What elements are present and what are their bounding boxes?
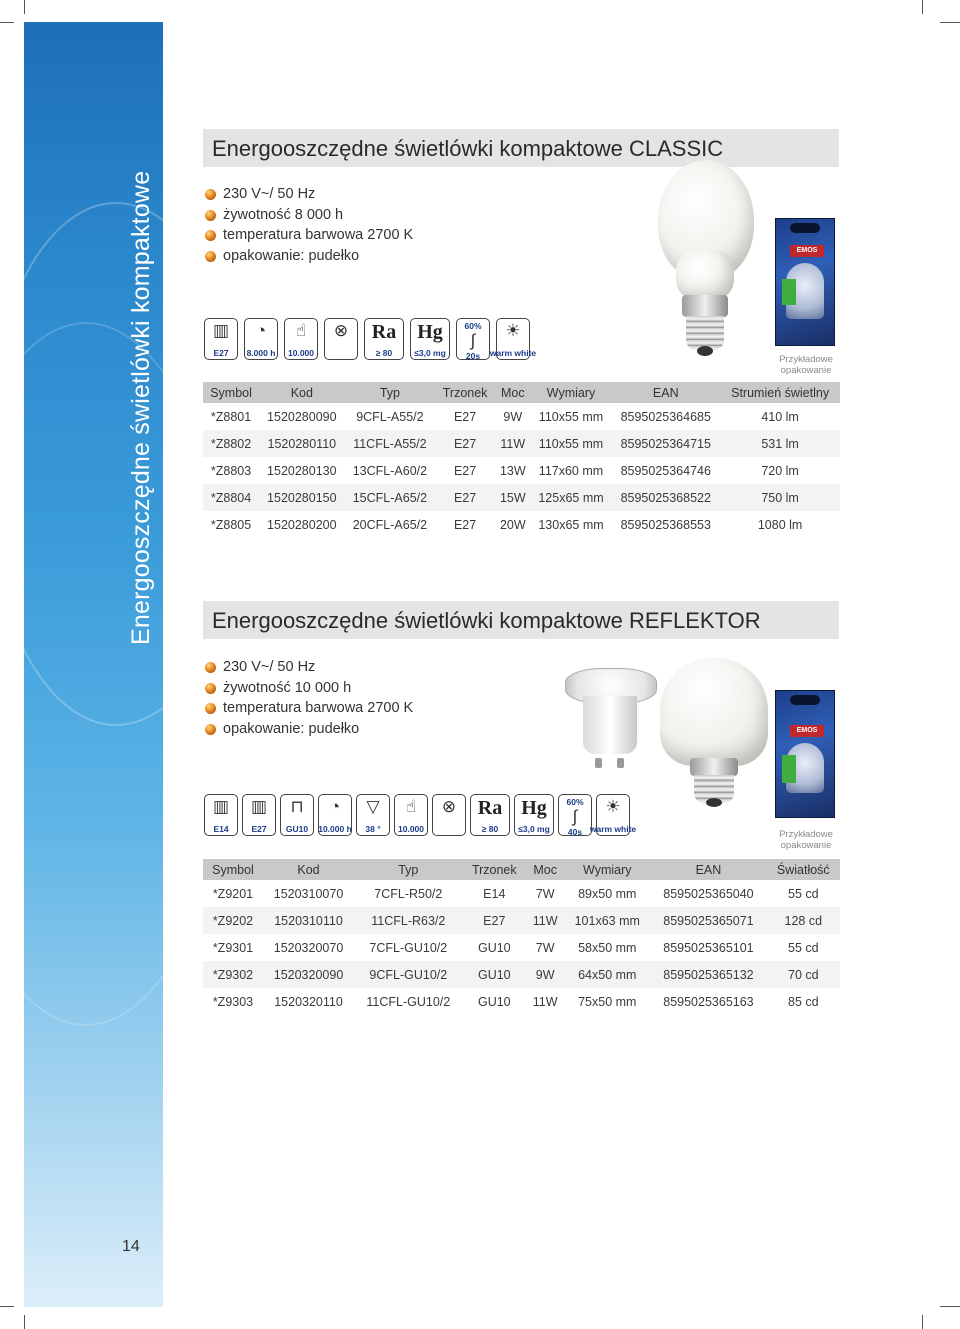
- table-cell: 410 lm: [720, 403, 840, 430]
- bullet-icon: [205, 724, 216, 735]
- column-header: Wymiary: [531, 382, 612, 403]
- table-cell: 8595025364715: [611, 430, 720, 457]
- table-cell: 8595025364746: [611, 457, 720, 484]
- lifetime-clock-icon: [244, 318, 278, 360]
- bullet-icon: [205, 662, 216, 673]
- table-cell: 9CFL-A55/2: [345, 403, 436, 430]
- reflektor-spec-table: [203, 859, 840, 1015]
- crop-mark: [24, 1315, 25, 1329]
- table-cell: 101x63 mm: [564, 907, 650, 934]
- classic-packaging-photo: [775, 218, 835, 346]
- classic-bulb-photo: [650, 160, 760, 370]
- column-header: Kod: [259, 382, 344, 403]
- table-cell: 1520280150: [259, 484, 344, 511]
- icon-glyph: ⊗: [333, 321, 349, 340]
- table-row: [203, 880, 840, 907]
- feature-item: temperatura barwowa 2700 K: [205, 225, 413, 246]
- beam-angle-icon: [356, 794, 390, 836]
- packaging-caption: Przykładowe opakowanie: [779, 354, 833, 376]
- table-cell: GU10: [463, 961, 527, 988]
- icon-caption: warm white: [589, 824, 637, 834]
- icon-glyph: ☀: [505, 321, 521, 340]
- table-cell: 1520280110: [259, 430, 344, 457]
- table-cell: 58x50 mm: [564, 934, 650, 961]
- bullet-icon: [205, 683, 216, 694]
- table-row: [203, 988, 840, 1015]
- icon-glyph: ⊗: [441, 797, 457, 816]
- table-row: [203, 907, 840, 934]
- warmup-time-icon: [558, 794, 592, 836]
- crop-mark: [922, 0, 923, 14]
- table-cell: E27: [435, 403, 495, 430]
- table-cell: E14: [463, 880, 527, 907]
- table-cell: 13CFL-A60/2: [345, 457, 436, 484]
- feature-item: temperatura barwowa 2700 K: [205, 698, 413, 719]
- table-cell: 8595025365071: [650, 907, 766, 934]
- icon-caption: ≤3,0 mg: [518, 824, 550, 834]
- classic-spec-table: [203, 382, 840, 538]
- table-cell: 8595025365040: [650, 880, 766, 907]
- mercury-content-icon: [410, 318, 450, 360]
- table-cell: 70 cd: [767, 961, 840, 988]
- gu10-bulb-photo: [565, 668, 655, 778]
- switching-cycles-icon: [394, 794, 428, 836]
- icon-caption: ≥ 80: [375, 348, 393, 358]
- e27-socket-icon: [242, 794, 276, 836]
- table-cell: 1520280090: [259, 403, 344, 430]
- table-cell: 9W: [526, 961, 564, 988]
- table-cell: 89x50 mm: [564, 880, 650, 907]
- table-header-row: [203, 382, 840, 403]
- table-cell: 7CFL-R50/2: [354, 880, 462, 907]
- icon-glyph: Hg: [417, 321, 443, 343]
- table-header-row: [203, 859, 840, 880]
- column-header: Trzonek: [435, 382, 495, 403]
- crop-mark: [922, 1315, 923, 1329]
- color-rendering-icon: [470, 794, 510, 836]
- column-header: Strumień świetlny: [720, 382, 840, 403]
- icon-glyph: Ra: [371, 321, 397, 343]
- warm-white-icon: [489, 318, 537, 360]
- feature-item: 230 V~/ 50 Hz: [205, 657, 413, 678]
- column-header: EAN: [650, 859, 766, 880]
- table-cell: *Z9302: [203, 961, 263, 988]
- bullet-icon: [205, 703, 216, 714]
- column-header: Symbol: [203, 382, 259, 403]
- reflektor-feature-list: [205, 657, 413, 739]
- table-cell: 11W: [526, 988, 564, 1015]
- table-cell: 7W: [526, 880, 564, 907]
- column-header: Kod: [263, 859, 354, 880]
- icon-glyph: ☝: [405, 797, 417, 816]
- icon-caption: E14: [213, 824, 229, 834]
- icon-glyph: Ra: [477, 797, 503, 819]
- table-cell: 85 cd: [767, 988, 840, 1015]
- bullet-icon: [205, 251, 216, 262]
- table-row: [203, 430, 840, 457]
- no-dimmer-icon: [324, 318, 358, 360]
- table-cell: 13W: [495, 457, 531, 484]
- warm-white-icon: [589, 794, 637, 836]
- column-header: Symbol: [203, 859, 263, 880]
- reflector-bulb-photo: [660, 658, 770, 818]
- icon-glyph: ∫: [470, 331, 476, 350]
- column-header: Moc: [495, 382, 531, 403]
- table-cell: 1520320090: [263, 961, 354, 988]
- classic-section-title: Energooszczędne świetlówki kompaktowe CLASSIC: [212, 136, 724, 161]
- icon-glyph: ◔: [329, 797, 341, 816]
- table-cell: 8595025365163: [650, 988, 766, 1015]
- table-cell: E27: [435, 511, 495, 538]
- icon-caption: E27: [251, 824, 267, 834]
- icon-glyph: ▥: [212, 797, 230, 816]
- table-cell: 11CFL-A55/2: [345, 430, 436, 457]
- table-cell: *Z9303: [203, 988, 263, 1015]
- icon-glyph: ▥: [250, 797, 268, 816]
- table-row: [203, 457, 840, 484]
- gu10-socket-icon: [280, 794, 314, 836]
- e14-socket-icon: [204, 794, 238, 836]
- column-header: EAN: [611, 382, 720, 403]
- icon-glyph: ∫: [572, 807, 578, 826]
- reflektor-spec-icons: [204, 794, 637, 837]
- table-cell: 531 lm: [720, 430, 840, 457]
- packaging-caption: Przykładowe opakowanie: [779, 829, 833, 851]
- icon-caption: E27: [213, 348, 229, 358]
- feature-item: opakowanie: pudełko: [205, 719, 413, 740]
- table-cell: 9CFL-GU10/2: [354, 961, 462, 988]
- column-header: Wymiary: [564, 859, 650, 880]
- table-cell: *Z8803: [203, 457, 259, 484]
- icon-caption: GU10: [285, 824, 309, 834]
- table-cell: 7CFL-GU10/2: [354, 934, 462, 961]
- page-number: 14: [122, 1238, 140, 1255]
- table-cell: E27: [435, 430, 495, 457]
- table-cell: *Z8805: [203, 511, 259, 538]
- table-cell: 110x55 mm: [531, 430, 612, 457]
- table-cell: E27: [435, 457, 495, 484]
- color-rendering-icon: [364, 318, 404, 360]
- feature-item: żywotność 10 000 h: [205, 678, 413, 699]
- icon-caption: 10.000: [398, 824, 424, 834]
- table-row: [203, 511, 840, 538]
- icon-glyph: ▥: [212, 321, 230, 340]
- table-cell: 20W: [495, 511, 531, 538]
- warmup-time-icon: [456, 318, 490, 360]
- icon-glyph: ⊓: [290, 797, 304, 816]
- table-cell: GU10: [463, 988, 527, 1015]
- column-header: Światłość: [767, 859, 840, 880]
- table-cell: 64x50 mm: [564, 961, 650, 988]
- table-cell: *Z8802: [203, 430, 259, 457]
- table-cell: 20CFL-A65/2: [345, 511, 436, 538]
- icon-caption: 38 °: [365, 824, 381, 834]
- icon-top-label: 60%: [566, 797, 584, 807]
- bullet-icon: [205, 189, 216, 200]
- table-cell: 9W: [495, 403, 531, 430]
- table-cell: 15W: [495, 484, 531, 511]
- table-cell: E27: [435, 484, 495, 511]
- sidebar-title: Energooszczędne świetlówki kompaktowe: [127, 170, 155, 645]
- crop-mark: [0, 22, 14, 23]
- table-cell: *Z8804: [203, 484, 259, 511]
- reflektor-section-header: [203, 601, 839, 639]
- table-row: [203, 484, 840, 511]
- table-cell: 15CFL-A65/2: [345, 484, 436, 511]
- table-cell: E27: [463, 907, 527, 934]
- icon-caption: ≤3,0 mg: [414, 348, 446, 358]
- switching-cycles-icon: [284, 318, 318, 360]
- icon-glyph: ▽: [366, 797, 380, 816]
- table-cell: 11W: [526, 907, 564, 934]
- feature-item: opakowanie: pudełko: [205, 246, 413, 267]
- classic-feature-list: [205, 184, 413, 266]
- icon-glyph: ☀: [605, 797, 621, 816]
- table-cell: 720 lm: [720, 457, 840, 484]
- table-cell: 110x55 mm: [531, 403, 612, 430]
- icon-caption: 40s: [567, 827, 583, 837]
- table-cell: 55 cd: [767, 934, 840, 961]
- icon-glyph: ☝: [295, 321, 307, 340]
- icon-caption: ≥ 80: [481, 824, 499, 834]
- icon-caption: 10.000 h: [318, 824, 352, 834]
- icon-glyph: Hg: [521, 797, 547, 819]
- bullet-icon: [205, 230, 216, 241]
- crop-mark: [24, 0, 25, 14]
- reflektor-packaging-photo: [775, 690, 835, 818]
- icon-caption: 10.000: [288, 348, 314, 358]
- crop-mark: [0, 1306, 14, 1307]
- table-cell: *Z9201: [203, 880, 263, 907]
- table-cell: 1520310070: [263, 880, 354, 907]
- table-cell: 11CFL-R63/2: [354, 907, 462, 934]
- table-cell: 7W: [526, 934, 564, 961]
- brand-label: EMOS: [790, 245, 824, 257]
- table-cell: 130x65 mm: [531, 511, 612, 538]
- column-header: Typ: [354, 859, 462, 880]
- table-cell: GU10: [463, 934, 527, 961]
- table-cell: 1080 lm: [720, 511, 840, 538]
- table-cell: 8595025368522: [611, 484, 720, 511]
- table-cell: *Z8801: [203, 403, 259, 430]
- crop-mark: [940, 22, 960, 23]
- reflektor-section-title: Energooszczędne świetlówki kompaktowe REFLEKTOR: [212, 608, 761, 633]
- table-cell: 8595025365132: [650, 961, 766, 988]
- classic-spec-icons: [204, 318, 537, 361]
- table-cell: 750 lm: [720, 484, 840, 511]
- table-cell: 125x65 mm: [531, 484, 612, 511]
- e27-socket-icon: [204, 318, 238, 360]
- table-cell: 1520310110: [263, 907, 354, 934]
- table-cell: 55 cd: [767, 880, 840, 907]
- table-cell: 1520320110: [263, 988, 354, 1015]
- table-cell: 75x50 mm: [564, 988, 650, 1015]
- icon-caption: 8.000 h: [246, 348, 276, 358]
- table-cell: 1520280130: [259, 457, 344, 484]
- table-cell: 128 cd: [767, 907, 840, 934]
- table-cell: 11CFL-GU10/2: [354, 988, 462, 1015]
- table-cell: 8595025365101: [650, 934, 766, 961]
- column-header: Typ: [345, 382, 436, 403]
- no-dimmer-icon: [432, 794, 466, 836]
- table-cell: 117x60 mm: [531, 457, 612, 484]
- table-cell: *Z9202: [203, 907, 263, 934]
- mercury-content-icon: [514, 794, 554, 836]
- lifetime-clock-icon: [318, 794, 352, 836]
- table-cell: 8595025368553: [611, 511, 720, 538]
- table-cell: 11W: [495, 430, 531, 457]
- table-row: [203, 961, 840, 988]
- column-header: Trzonek: [463, 859, 527, 880]
- table-cell: 1520280200: [259, 511, 344, 538]
- bullet-icon: [205, 210, 216, 221]
- table-cell: *Z9301: [203, 934, 263, 961]
- table-row: [203, 934, 840, 961]
- icon-glyph: ◔: [255, 321, 267, 340]
- brand-label: EMOS: [790, 725, 824, 737]
- icon-caption: warm white: [489, 348, 537, 358]
- column-header: Moc: [526, 859, 564, 880]
- feature-item: żywotność 8 000 h: [205, 205, 413, 226]
- crop-mark: [940, 1306, 960, 1307]
- feature-item: 230 V~/ 50 Hz: [205, 184, 413, 205]
- table-row: [203, 403, 840, 430]
- icon-top-label: 60%: [464, 321, 482, 331]
- table-cell: 8595025364685: [611, 403, 720, 430]
- icon-caption: 20s: [465, 351, 481, 361]
- table-cell: 1520320070: [263, 934, 354, 961]
